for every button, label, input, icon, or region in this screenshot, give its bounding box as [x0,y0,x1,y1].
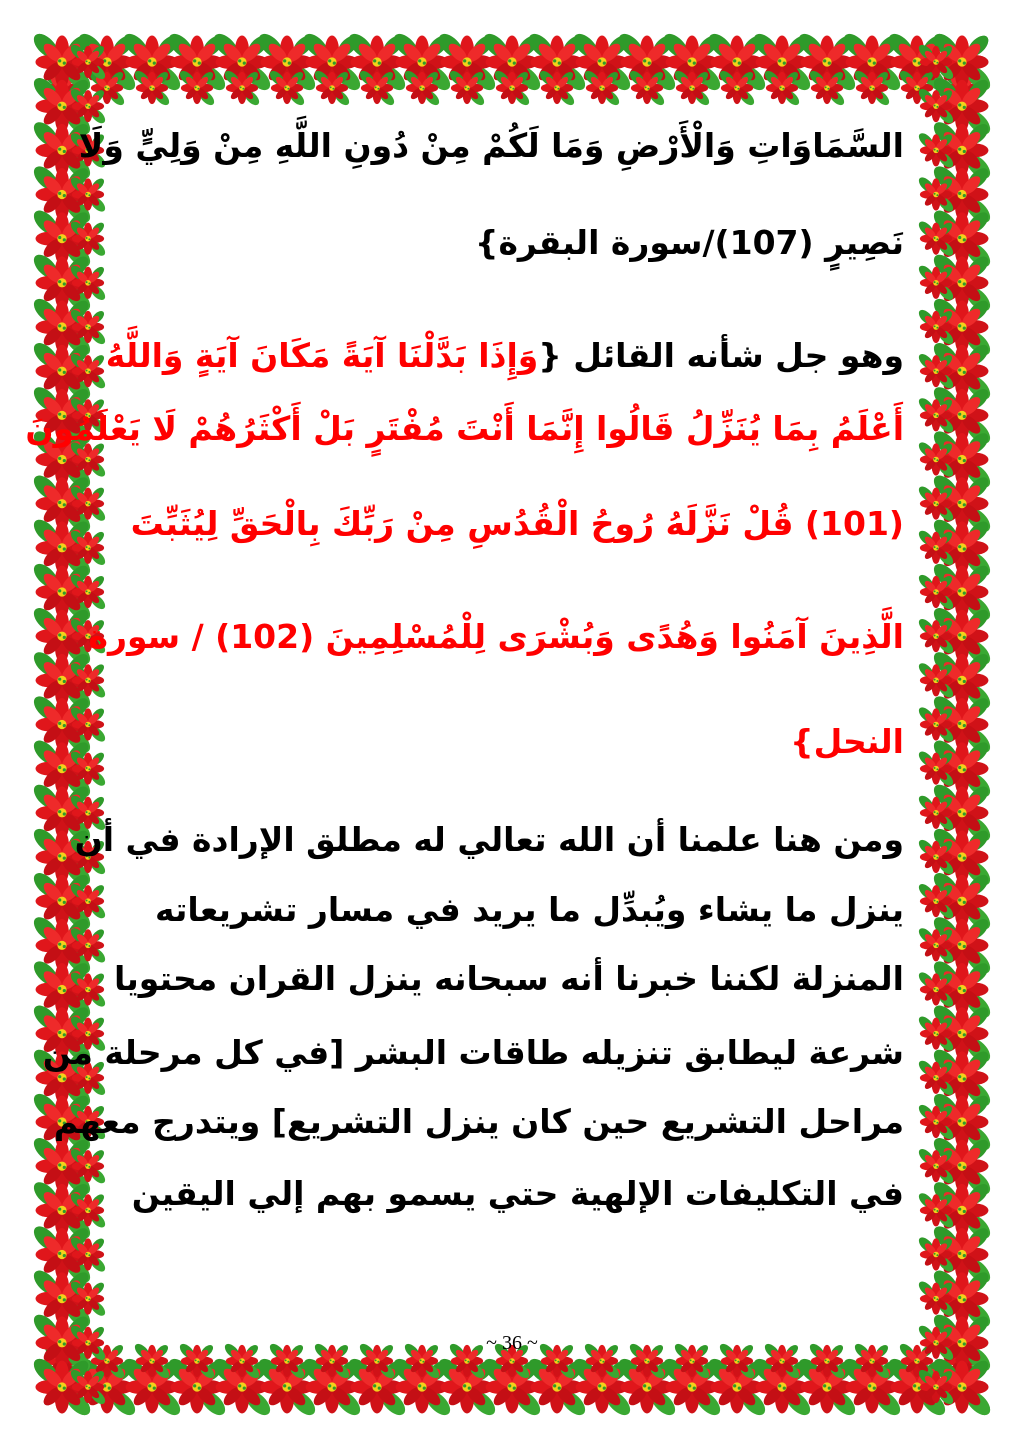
poinsettia-flower-icon [916,926,955,965]
poinsettia-flower-icon [357,68,396,107]
poinsettia-flower-icon [447,68,486,107]
text-line-13: في التكليفات الإلهية حتي يسمو بهم إلي اليقين [131,1174,904,1213]
poinsettia-flower-icon [916,1102,955,1141]
poinsettia-flower-icon [916,661,955,700]
poinsettia-flower-icon [267,68,306,107]
poinsettia-flower-icon [852,68,891,107]
text-line-6: الَّذِينَ آمَنُوا وَهُدًى وَبُشْرَى لِلْمُسْلِمِينَ (102) / سورة [88,617,904,656]
poinsettia-flower-icon [177,68,216,107]
text-line-7: النحل} [790,722,904,761]
poinsettia-flower-icon [916,86,955,125]
poinsettia-flower-icon [916,528,955,567]
poinsettia-flower-icon [916,1279,955,1318]
poinsettia-flower-icon [916,572,955,611]
text-line-5: (101) قُلْ نَزَّلَهُ رُوحُ الْقُدُسِ مِنْ رَبِّكَ بِالْحَقِّ لِيُثَبِّتَ [130,504,904,543]
poinsettia-flower-icon [132,68,171,107]
poinsettia-flower-icon [537,68,576,107]
poinsettia-flower-icon [627,68,666,107]
page-number: ~ 36 ~ [486,1332,538,1354]
poinsettia-flower-icon [672,68,711,107]
poinsettia-flower-icon [916,1146,955,1185]
poinsettia-flower-icon [916,616,955,655]
poinsettia-flower-icon [916,1014,955,1053]
poinsettia-flower-icon [916,705,955,744]
poinsettia-flower-icon [916,440,955,479]
poinsettia-flower-icon [222,68,261,107]
poinsettia-flower-icon [916,175,955,214]
quran-verse-text: وَإِذَا بَدَّلْنَا آيَةً مَكَانَ آيَةٍ وَاللَّهُ [105,336,539,375]
text-line-9: ينزل ما يشاء ويُبدِّل ما يريد في مسار تشريعاته [155,890,904,929]
poinsettia-flower-icon [916,881,955,920]
poinsettia-flower-icon [916,396,955,435]
poinsettia-flower-icon [916,307,955,346]
poinsettia-flower-icon [916,263,955,302]
text-line-2: نَصِيرٍ (107)/سورة البقرة} [474,223,904,262]
text-line-3 [105,328,904,384]
text-line-1: السَّمَاوَاتِ وَالْأَرْضِ وَمَا لَكُمْ مِنْ دُونِ اللَّهِ مِنْ وَلِيٍّ وَلَا [78,126,904,165]
poinsettia-flower-icon [916,837,955,876]
text-line-4: أَعْلَمُ بِمَا يُنَزِّلُ قَالُوا إِنَّمَا أَنْتَ مُفْتَرٍ بَلْ أَكْثَرُهُمْ لَا يَعْلَمُونَ [25,409,904,448]
poinsettia-flower-icon [916,970,955,1009]
poinsettia-flower-icon [402,68,441,107]
intro-text: وهو جل شأنه القائل { [538,336,904,375]
poinsettia-flower-icon [807,68,846,107]
poinsettia-flower-icon [492,68,531,107]
poinsettia-flower-icon [916,351,955,390]
poinsettia-flower-icon [312,68,351,107]
text-line-11: شرعة ليطابق تنزيله طاقات البشر [في كل مرحلة من [42,1033,904,1072]
poinsettia-flower-icon [916,1235,955,1274]
poinsettia-flower-icon [916,219,955,258]
poinsettia-flower-icon [916,131,955,170]
poinsettia-flower-icon [916,793,955,832]
poinsettia-flower-icon [916,1191,955,1230]
poinsettia-flower-icon [916,1058,955,1097]
text-line-8: ومن هنا علمنا أن الله تعالي له مطلق الإرادة في أن [74,820,904,859]
poinsettia-flower-icon [916,484,955,523]
text-line-10: المنزلة لكننا خبرنا أنه سبحانه ينزل القران محتويا [114,959,904,998]
poinsettia-flower-icon [916,749,955,788]
poinsettia-flower-icon [717,68,756,107]
poinsettia-flower-icon [762,68,801,107]
poinsettia-flower-icon [582,68,621,107]
text-line-12: مراحل التشريع حين كان ينزل التشريع] ويتدرج معهم [53,1102,904,1141]
